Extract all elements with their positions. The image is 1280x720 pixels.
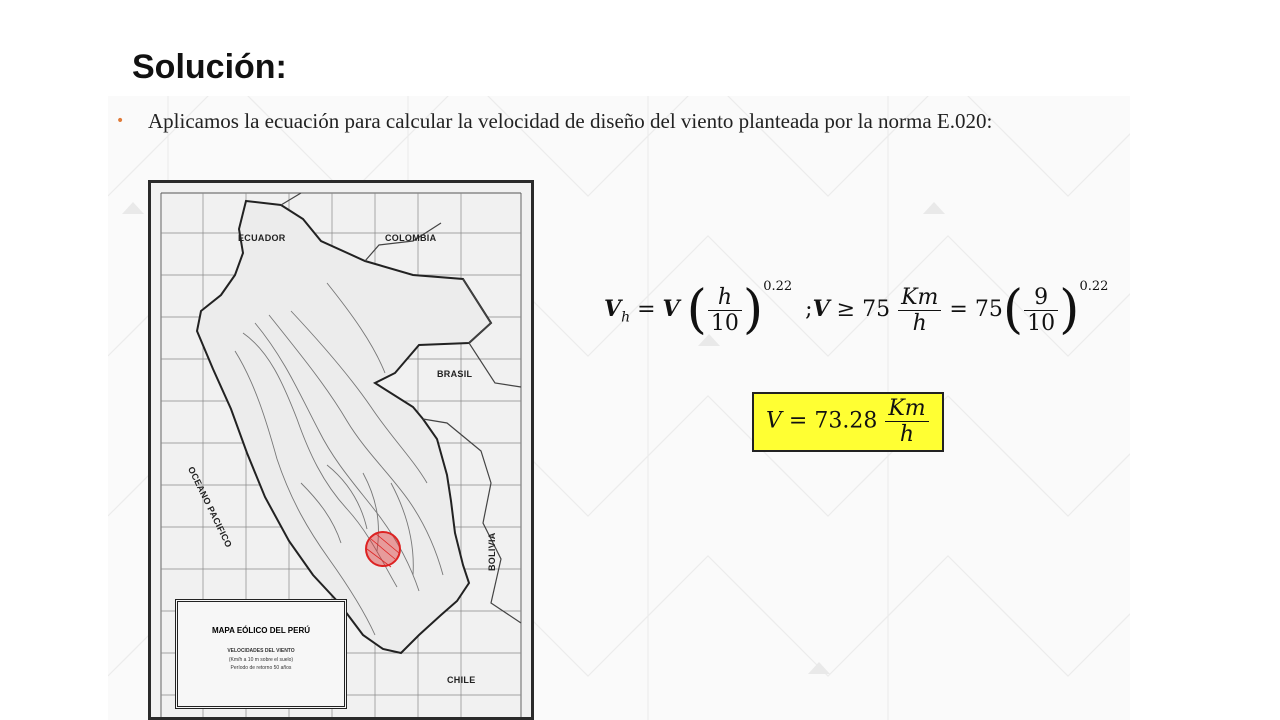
map-legend — [175, 599, 347, 709]
legend-line1: (Km/h a 10 m sobre el suelo) — [228, 657, 294, 663]
legend-subtitle: VELOCIDADES DEL VIENTO — [227, 648, 295, 654]
slide-title: Solución: — [132, 48, 287, 86]
eq-fraction-9-10: $\frac{9}{10}$ — [1024, 285, 1058, 336]
wind-map — [148, 180, 534, 720]
legend-title: MAPA EÓLICO DEL PERÚ — [211, 626, 311, 635]
eq-exponent-1: 0.22 — [763, 279, 793, 294]
bullet-icon: • — [116, 113, 125, 129]
eq-fraction-h-10: $\frac{h}{10}$ — [708, 285, 742, 336]
peru-outline — [197, 201, 491, 653]
legend-line2: Período de retorno 50 años — [230, 665, 292, 671]
ocean-label: OCEANO PACIFICO — [186, 465, 234, 550]
result-value: 73.28 — [814, 408, 878, 434]
result-equation: V = 73.28 $\frac{Km}{h}$ — [766, 396, 930, 447]
result-highlight — [752, 392, 944, 452]
country-brasil: BRASIL — [437, 369, 473, 379]
result-unit: $\frac{Km}{h}$ — [885, 396, 928, 447]
country-chile: CHILE — [447, 675, 476, 685]
eq-vh: $V_h$ — [604, 296, 631, 326]
bullet-text: Aplicamos la ecuación para calcular la velocidad de diseño del viento planteada por la norma E.020: — [148, 109, 993, 133]
scanned-page — [108, 96, 1130, 720]
design-equation: $V_h = V$ ( $\frac{h}{10}$ )$^{0.22}$ ;V ≥ 75 $\frac{Km}{h}$ = 75( $\frac{9}{10}$ )$^{0.22}$ — [604, 279, 1109, 340]
country-ecuador: ECUADOR — [238, 233, 286, 243]
country-bolivia: BOLIVIA — [487, 532, 497, 571]
country-colombia: COLOMBIA — [385, 233, 437, 243]
eq-unit-km-h: $\frac{Km}{h}$ — [898, 285, 941, 336]
eq-exponent-2: 0.22 — [1079, 279, 1109, 294]
